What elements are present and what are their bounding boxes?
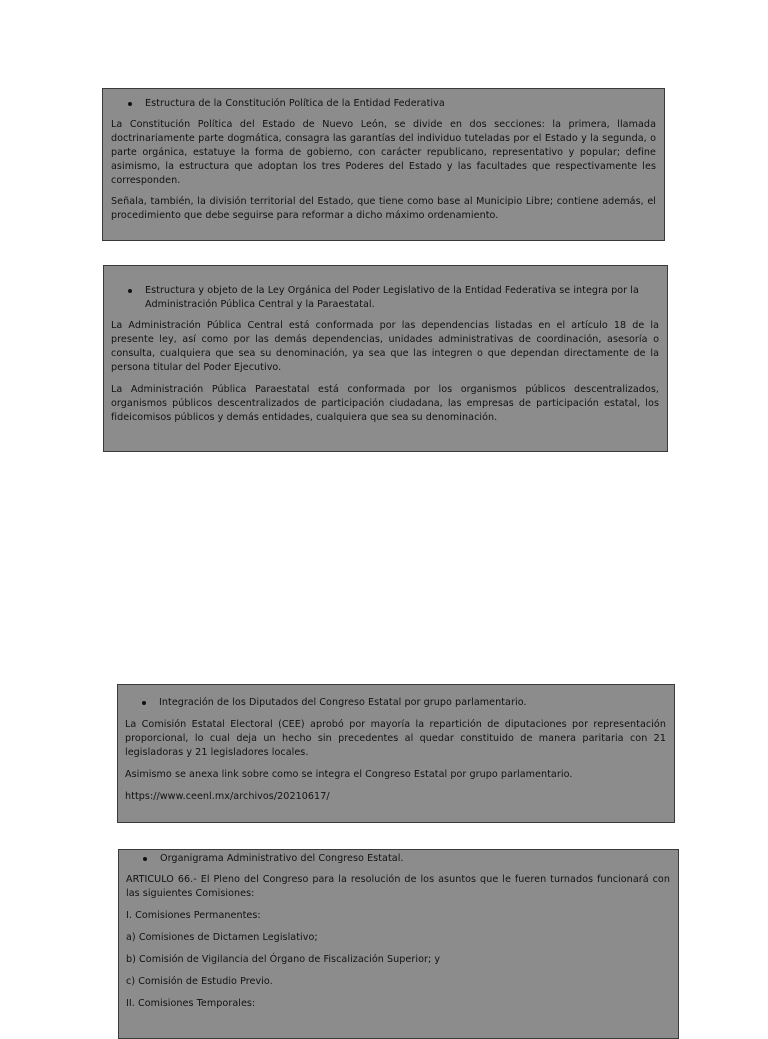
deputies-integration-box bbox=[117, 684, 675, 823]
list-item: b) Comisión de Vigilancia del Órgano de Fiscalización Superior; y bbox=[126, 954, 441, 965]
list-item: a) Comisiones de Dictamen Legislativo; bbox=[126, 932, 318, 943]
bullet-heading: Organigrama Administrativo del Congreso Estatal. bbox=[160, 852, 670, 866]
constitution-structure-box bbox=[102, 88, 665, 241]
paragraph: La Administración Pública Central está conformada por las dependencias listadas en el artículo 18 de la presente ley, así como por las demás dependencias, unidades administrativas de coordinación, asesoría o consulta, cualquiera que sea su denominación, ya sea que las integren o que dependan directamente de la persona titular del Poder Ejecutivo. bbox=[111, 320, 659, 373]
bullet-heading: Integración de los Diputados del Congreso Estatal por grupo parlamentario. bbox=[159, 696, 666, 710]
paragraph: Señala, también, la división territorial del Estado, que tiene como base al Municipio Libre; contiene además, el procedimiento que debe seguirse para reformar a dicho máximo ordenamiento. bbox=[111, 196, 656, 221]
link-text[interactable]: https://www.ceenl.mx/archivos/20210617/ bbox=[125, 791, 330, 802]
list-item: I. Comisiones Permanentes: bbox=[126, 910, 261, 921]
article-paragraph: ARTICULO 66.- El Pleno del Congreso para la resolución de los asuntos que le fueren turnados funcionará con las siguientes Comisiones: bbox=[126, 874, 670, 899]
list-item: c) Comisión de Estudio Previo. bbox=[126, 976, 273, 987]
organic-law-box bbox=[103, 265, 668, 452]
congress-organigram-box bbox=[118, 849, 679, 1039]
paragraph: La Constitución Política del Estado de Nuevo León, se divide en dos secciones: la primera, llamada doctrinariamente parte dogmática, consagra las garantías del individuo tuteladas por el Estado y la segunda, o parte orgánica, estatuye la forma de gobierno, con carácter republicano, representativo y popular; define asimismo, la estructura que adoptan los tres Poderes del Estado y las facultades que respectivamente les corresponden. bbox=[111, 119, 656, 186]
paragraph: Asimismo se anexa link sobre como se integra el Congreso Estatal por grupo parlamentario. bbox=[125, 769, 573, 780]
bullet-heading: Estructura y objeto de la Ley Orgánica del Poder Legislativo de la Entidad Federativa se integra por la Administración Pública Central y la Paraestatal. bbox=[145, 284, 659, 312]
paragraph: La Administración Pública Paraestatal está conformada por los organismos públicos descentralizados, organismos públicos descentralizados de participación ciudadana, las empresas de participación estatal, los fideicomisos públicos y demás entidades, cualquiera que sea su denominación. bbox=[111, 384, 659, 423]
bullet-list bbox=[111, 284, 659, 312]
bullet-list bbox=[126, 852, 670, 866]
list-item: II. Comisiones Temporales: bbox=[126, 998, 256, 1009]
bullet-list bbox=[125, 696, 666, 710]
bullet-heading: Estructura de la Constitución Política de la Entidad Federativa bbox=[145, 97, 656, 111]
paragraph: La Comisión Estatal Electoral (CEE) aprobó por mayoría la repartición de diputaciones por representación proporcional, lo cual deja un hecho sin precedentes al quedar constituido de manera paritaria con 21 legisladoras y 21 legisladores locales. bbox=[125, 719, 666, 758]
bullet-list bbox=[111, 97, 656, 111]
